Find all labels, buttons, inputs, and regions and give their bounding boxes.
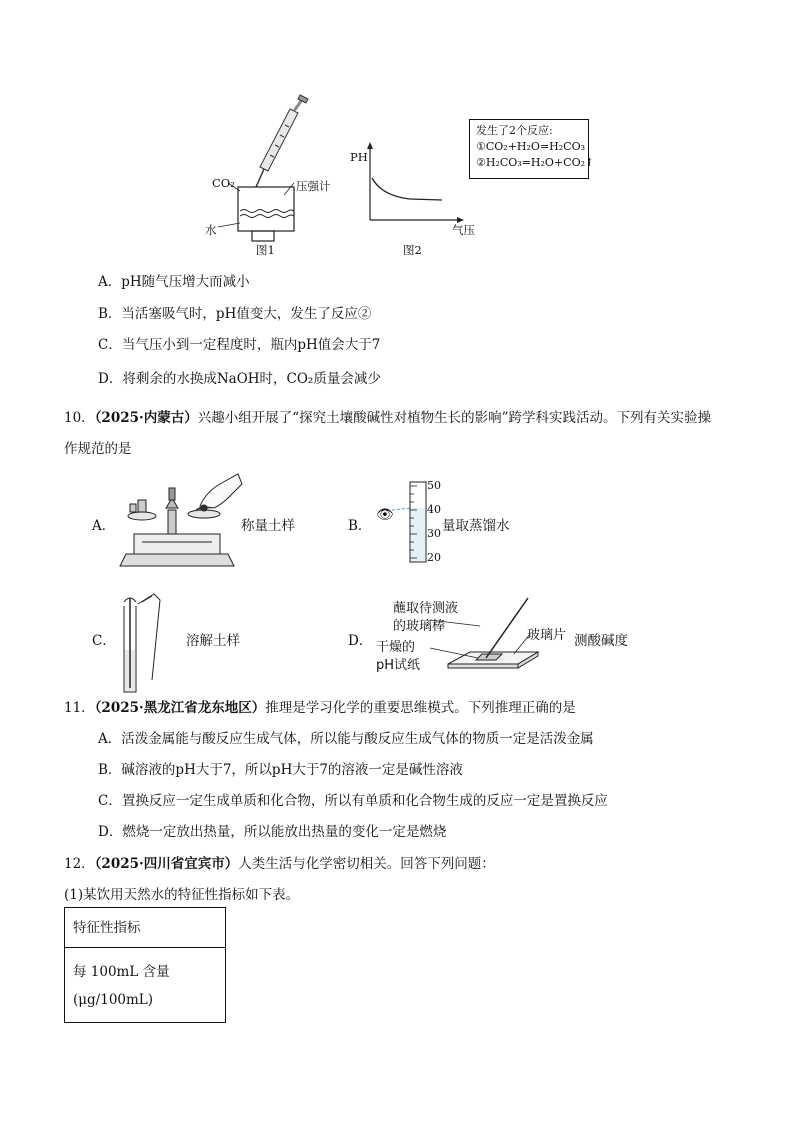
reaction-box-title: 发生了2个反应:	[476, 124, 553, 137]
q11-option-c: C．置换反应一定生成单质和化合物，所以有单质和化合物生成的反应一定是置换反应	[98, 793, 608, 809]
bottle-icon	[218, 183, 294, 241]
gauge-label: 压强计	[296, 179, 331, 193]
balance-scale-illustration	[112, 470, 242, 580]
reaction-2: ②H₂CO₃=H₂O+CO₂↑	[476, 156, 595, 169]
tick-20: 20	[427, 551, 441, 564]
table-row-line-2: (μg/100mL)	[73, 992, 154, 1008]
table-header: 特征性指标	[65, 908, 225, 948]
q9-option-a: A．pH随气压增大而减小	[98, 274, 250, 290]
q10-number: 10．	[64, 410, 95, 426]
q10-option-a-caption: 称量土样	[241, 518, 295, 534]
ph-test-illustration	[430, 596, 550, 676]
q10-option-c-letter: C．	[92, 633, 116, 649]
q10-stem: 兴趣小组开展了“探究土壤酸碱性对植物生长的影响”跨学科实践活动。下列有关实验操	[197, 410, 712, 426]
water-label: 水	[205, 223, 217, 237]
slide-label: 玻璃片	[527, 628, 567, 643]
reaction-box	[469, 119, 595, 179]
hand-icon	[200, 474, 242, 511]
tick-50: 50	[427, 479, 441, 492]
q11-option-b: B．碱溶液的pH大于7，所以pH大于7的溶液一定是碱性溶液	[98, 762, 463, 778]
q12-number: 12．	[64, 856, 95, 872]
q12-source: （2025·四川省宜宾市）	[94, 856, 239, 872]
x-axis-label: 气压	[452, 223, 475, 237]
q10-option-c-caption: 溶解土样	[186, 633, 240, 649]
q10-option-d-caption: 测酸碱度	[574, 633, 628, 649]
figure-2-ph-graph	[360, 140, 470, 230]
q12-sub-question-1: (1)某饮用天然水的特征性指标如下表。	[64, 887, 300, 903]
paper-label-line-2: pH试纸	[376, 658, 421, 673]
rod-label-line-2: 的玻璃棒	[393, 619, 446, 634]
figure-1-caption: 图1	[256, 243, 275, 257]
beaker-stirring-illustration	[112, 588, 172, 696]
tick-40: 40	[427, 503, 441, 516]
q10-option-d-letter: D．	[348, 633, 373, 649]
table-row-line-1: 每 100mL 含量	[73, 964, 170, 980]
rod-label-line-1: 蘸取待测液	[393, 601, 459, 616]
q11-number: 11．	[64, 700, 95, 716]
q11-source: （2025·黑龙江省龙东地区）	[94, 700, 266, 716]
figure-2-caption: 图2	[403, 243, 422, 257]
eye-icon: 👁	[376, 507, 394, 523]
q10-option-a-letter: A．	[92, 518, 116, 534]
q10-option-b-letter: B．	[348, 518, 372, 534]
co2-label: CO₂	[212, 176, 235, 190]
paper-label-line-1: 干燥的	[376, 640, 416, 655]
ph-curve	[372, 178, 442, 200]
y-axis-label: PH	[350, 150, 368, 164]
reaction-1: ①CO₂+H₂O=H₂CO₃	[476, 140, 586, 153]
q11-stem: 11．（2025·黑龙江省龙东地区）推理是学习化学的重要思维模式。下列推理正确的是	[64, 700, 576, 716]
q12-stem: 12．（2025·四川省宜宾市）人类生活与化学密切相关。回答下列问题：	[64, 856, 495, 872]
q10-stem-line-2: 作规范的是	[64, 441, 132, 457]
q9-option-d: D．将剩余的水换成NaOH时，CO₂质量会减少	[98, 371, 381, 387]
q10-source: （2025·内蒙古）	[94, 410, 198, 426]
q9-option-b: B．当活塞吸气时，pH值变大，发生了反应②	[98, 306, 372, 322]
q11-option-a: A．活泼金属能与酸反应生成气体，所以能与酸反应生成气体的物质一定是活泼金属	[98, 731, 594, 747]
q9-option-c: C．当气压小到一定程度时，瓶内pH值会大于7	[98, 337, 381, 353]
q10-option-b-caption: 量取蒸馏水	[442, 518, 510, 534]
q11-option-d: D．燃烧一定放出热量，所以能放出热量的变化一定是燃烧	[98, 824, 447, 840]
q10-stem-line-1	[64, 406, 711, 426]
water-index-table	[64, 907, 226, 1023]
syringe-icon	[256, 95, 308, 187]
tick-30: 30	[427, 527, 441, 540]
